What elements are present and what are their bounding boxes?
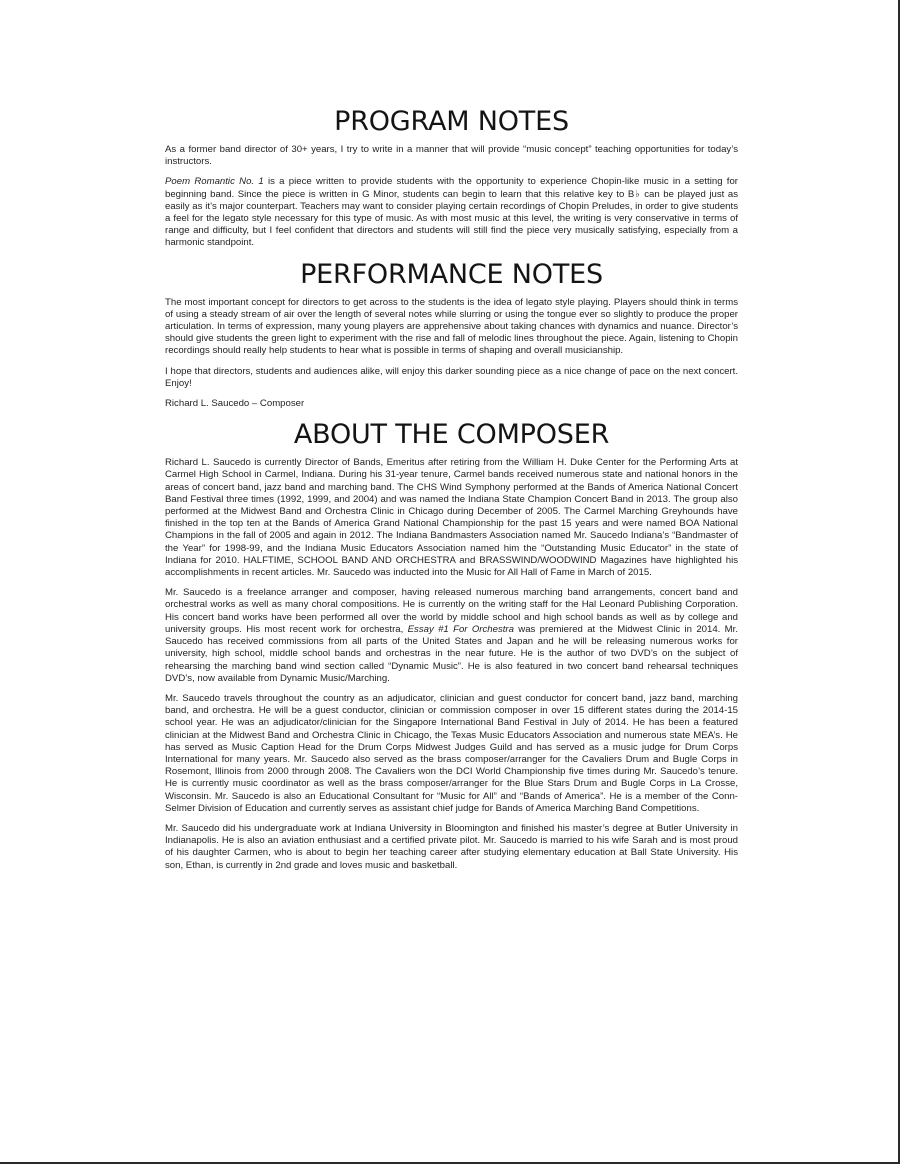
program-notes-paragraph-2-text: is a piece written to provide students with the opportunity to experience Chopin-like music in a setting for beginning band. Since the piece is written in G Minor, students can begin to learn that this relative key to B♭ can be played just as easily as it’s major counterpart. Teachers may want to consider playing certain recordings of Chopin Preludes, in order to give students a feel for the legato style necessary for this type of music. As with most music at this level, the writing is very conservative in terms of range and difficulty, but I feel confident that directors and students will still find the piece very musically satisfying, especially from a harmonic standpoint. — [165, 176, 738, 249]
orchestra-work-title: Essay #1 For Orchestra — [407, 623, 514, 635]
performance-notes-section — [165, 259, 738, 411]
program-notes-paragraph-1: As a former band director of 30+ years, I try to write in a manner that will provide “music concept” teaching opportunities for today’s instructors. — [165, 144, 738, 168]
about-composer-paragraph-3: Mr. Saucedo travels throughout the country as an adjudicator, clinician and guest conductor for concert band, jazz band, marching band, and orchestra. He will be a guest conductor, clinician or commission composer in over 15 different states during the 2014-15 school year. He was an adjudicator/clinician for the Singapore International Band Festival in July of 2014. He has been a featured clinician at the Midwest Band and Orchestra Clinic in Chicago, the Texas Music Educators Association and numerous state MEA’s. He has served as Music Caption Head for the Drum Corps Midwest Judges Guild and has served as a music judge for Drum Corps International for many years. Mr. Saucedo also served as the brass composer/arranger for the Cavaliers Drum and Bugle Corps in Rosemont, Illinois from 2000 through 2008. The Cavaliers won the DCI World Championship five times during Mr. Saucedo’s tenure. He is currently music coordinator as well as the brass composer/arranger for the Blue Stars Drum and Bugle Corps in La Crosse, Wisconsin. Mr. Saucedo is also an Educational Consultant for “Music for All” and “Bands of America”. He is a member of the Conn-Selmer Division of Education and currently serves as assistant chief judge for Bands of America Marching Band Competitions. — [165, 692, 738, 814]
composer-signature: Richard L. Saucedo – Composer — [165, 398, 305, 410]
about-composer-paragraph-4: Mr. Saucedo did his undergraduate work at Indiana University in Bloomington and finished his master’s degree at Butler University in Indianapolis. He is also an aviation enthusiast and a certified private pilot. Mr. Saucedo is married to his wife Sarah and is most proud of his daughter Carmen, who is about to begin her teaching career after studying elementary education at Ball State University. His son, Ethan, is currently in 2nd grade and loves music and basketball. — [165, 822, 738, 871]
about-composer-paragraph-1: Richard L. Saucedo is currently Director of Bands, Emeritus after retiring from the William H. Duke Center for the Performing Arts at Carmel High School in Carmel, Indiana. During his 31-year tenure, Carmel bands received numerous state and national honors in the areas of concert band, jazz band and marching band. The CHS Wind Symphony performed at the Bands of America National Concert Band Festival three times (1992, 1999, and 2004) and was named the Indiana State Champion Concert Band in 2013. The group also performed at the Midwest Band and Orchestra Clinic in Chicago during December of 2005. The Carmel Marching Greyhounds have finished in the top ten at the Bands of America Grand National Championship for the past 15 years and were named BOA National Champions in the fall of 2005 and again in 2012. The Indiana Bandmasters Association named Mr. Saucedo Indiana’s “Bandmaster of the Year” for 1998-99, and the Indiana Music Educators Association named him the “Outstanding Music Educator” in the state of Indiana for 2010. HALFTIME, SCHOOL BAND AND ORCHESTRA and BRASSWIND/WOODWIND Magazines have highlighted his accomplishments in recent articles. Mr. Saucedo was inducted into the Music for All Hall of Fame in March of 2015. — [165, 457, 738, 579]
piece-title: Poem Romantic No. 1 — [165, 176, 264, 188]
program-notes-heading: PROGRAM NOTES — [334, 106, 569, 137]
program-notes-paragraph-2 — [165, 176, 738, 249]
about-composer-paragraph-2-start: Mr. Saucedo is a freelance arranger and composer, having released numerous marching band arrangements, concert band and orchestral works as well as many choral compositions. He is currently on the writing staff for the Hal Leonard Publishing Corporation. His concert band works have been performed all over the world by middle school and high school bands as well as by college and university groups. His most recent work for orchestra, — [165, 587, 738, 635]
about-composer-paragraph-2-end: was premiered at the Midwest Clinic in 2014. Mr. Saucedo has received commissions from all parts of the United States and Japan and he will be releasing numerous works for university, high school, middle school bands and orchestras in the near future. He is the author of two DVD’s on the subject of rehearsing the marching band wind section called “Dynamic Music”. He is also featured in two concert band rehearsal techniques DVD’s, now available from Dynamic Music/Marching. — [165, 623, 738, 684]
about-composer-paragraph-2 — [165, 587, 738, 685]
performance-notes-heading: PERFORMANCE NOTES — [300, 258, 603, 290]
page-content — [165, 106, 738, 880]
performance-notes-paragraph-2: I hope that directors, students and audiences alike, will enjoy this darker sounding piece as a nice change of pace on the next concert. Enjoy! — [165, 365, 738, 389]
about-composer-heading: ABOUT THE COMPOSER — [293, 419, 610, 451]
about-composer-section — [165, 419, 738, 872]
program-notes-section — [165, 106, 738, 250]
performance-notes-paragraph-1: The most important concept for directors to get across to the students is the idea of legato style playing. Players should think in terms of using a steady stream of air over the length of several notes while slurring or using the tongue ever so slightly to produce the proper articulation. In terms of expression, many young players are apprehensive about taking chances with dynamics and nuance. Director’s should give students the green light to experiment with the rise and fall of melodic lines throughout the piece. Again, listening to Chopin recordings should really help students to hear what is possible in terms of shaping and overall musicianship. — [165, 296, 738, 357]
